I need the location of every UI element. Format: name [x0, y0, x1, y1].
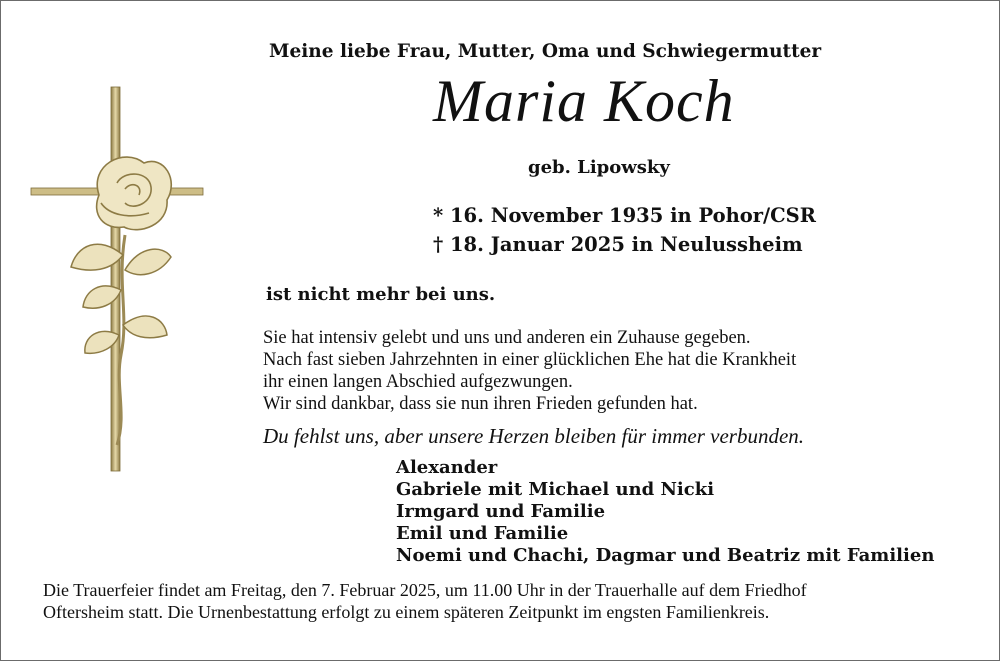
notice-line: Oftersheim statt. Die Urnenbestattung erfolgt zu einem späteren Zeitpunkt im engsten Familienkreis.	[43, 602, 770, 622]
tribute-line: Wir sind dankbar, dass sie nun ihren Frieden gefunden hat.	[263, 394, 698, 414]
statement-text: ist nicht mehr bei uns.	[266, 284, 496, 305]
mourner-entry: Noemi und Chachi, Dagmar und Beatriz mit Familien	[396, 545, 935, 566]
maiden-name: geb. Lipowsky	[528, 157, 670, 178]
tribute-line: ihr einen langen Abschied aufgezwungen.	[263, 372, 573, 392]
death-date: † 18. Januar 2025 in Neulussheim	[433, 233, 803, 256]
tribute-line: Nach fast sieben Jahrzehnten in einer glücklichen Ehe hat die Krankheit	[263, 350, 797, 370]
mourner-entry: Gabriele mit Michael und Nicki	[396, 479, 715, 500]
deceased-name: Maria Koch	[433, 68, 735, 134]
farewell-quote: Du fehlst uns, aber unsere Herzen bleiben für immer verbunden.	[263, 424, 805, 448]
intro-line: Meine liebe Frau, Mutter, Oma und Schwiegermutter	[269, 41, 822, 62]
tribute-text	[263, 327, 796, 415]
notice-line: Die Trauerfeier findet am Freitag, den 7. Februar 2025, um 11.00 Uhr in der Trauerhalle auf dem Friedhof	[43, 580, 807, 600]
mourners-list	[396, 457, 934, 567]
birth-date: * 16. November 1935 in Pohor/CSR	[433, 204, 816, 227]
funeral-notice	[43, 579, 807, 623]
mourner-entry: Emil und Familie	[396, 523, 569, 544]
mourner-entry: Irmgard und Familie	[396, 501, 606, 522]
tribute-line: Sie hat intensiv gelebt und uns und anderen ein Zuhause gegeben.	[263, 328, 751, 348]
cross-with-rose-icon	[29, 85, 209, 475]
mourner-entry: Alexander	[396, 457, 498, 478]
